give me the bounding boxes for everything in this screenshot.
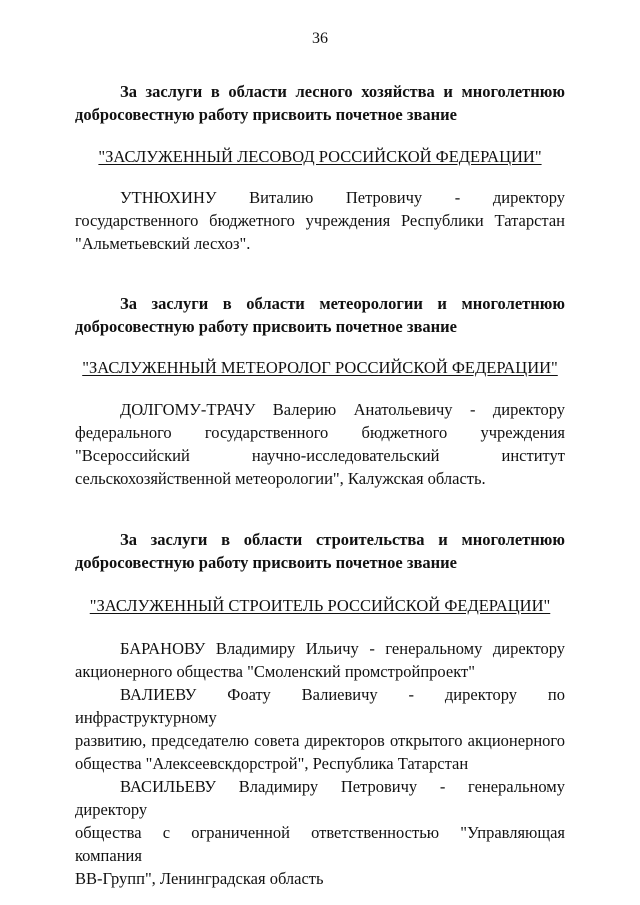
heading-line: За заслуги в области строительства и многолетнюю	[120, 530, 565, 549]
honorary-title-forester: "ЗАСЛУЖЕННЫЙ ЛЕСОВОД РОССИЙСКОЙ ФЕДЕРАЦИИ"	[98, 147, 542, 166]
entry-utnyukhin	[75, 186, 565, 255]
entry-line: ВВ-Групп", Ленинградская область	[75, 869, 324, 888]
entry-line: ВАЛИЕВУ Фоату Валиевичу - директору по инфраструктурному	[75, 685, 565, 727]
entry-line: ВАСИЛЬЕВУ Владимиру Петровичу - генеральному директору	[75, 777, 565, 819]
entry-line: общества "Алексеевскдорстрой", Республика Татарстан	[75, 754, 469, 773]
entry-line: УТНЮХИНУ Виталию Петровичу - директору	[120, 188, 565, 207]
entry-dolgomu-trach	[75, 398, 565, 490]
entry-line: ДОЛГОМУ-ТРАЧУ Валерию Анатольевичу - директору	[120, 400, 565, 419]
entry-valiev	[75, 683, 565, 775]
heading-line: добросовестную работу присвоить почетное звание	[75, 317, 457, 336]
entry-line: федерального государственного бюджетного учреждения	[75, 423, 565, 442]
entry-list-builders	[75, 637, 565, 890]
entry-vasiliev	[75, 775, 565, 890]
heading-line: За заслуги в области лесного хозяйства и многолетнюю	[120, 82, 565, 101]
entry-line: сельскохозяйственной метеорологии", Калужская область.	[75, 469, 486, 488]
entry-baranov	[75, 637, 565, 683]
entry-line: развитию, председателю совета директоров открытого акционерного	[75, 731, 565, 750]
entry-line: акционерного общества "Смоленский промстройпроект"	[75, 662, 475, 681]
entry-line: общества с ограниченной ответственностью "Управляющая компания	[75, 823, 565, 865]
section-heading-construction	[75, 528, 565, 574]
heading-line: добросовестную работу присвоить почетное звание	[75, 553, 457, 572]
entry-line: БАРАНОВУ Владимиру Ильичу - генеральному директору	[120, 639, 565, 658]
section-heading-forestry	[75, 80, 565, 126]
section-heading-meteorology	[75, 292, 565, 338]
heading-line: За заслуги в области метеорологии и многолетнюю	[120, 294, 565, 313]
entry-line: "Всероссийский научно-исследовательский институт	[75, 446, 565, 465]
honorary-title-builder: "ЗАСЛУЖЕННЫЙ СТРОИТЕЛЬ РОССИЙСКОЙ ФЕДЕРАЦИИ"	[89, 596, 551, 615]
honorary-title-meteorologist: "ЗАСЛУЖЕННЫЙ МЕТЕОРОЛОГ РОССИЙСКОЙ ФЕДЕРАЦИИ"	[82, 358, 558, 377]
entry-line: государственного бюджетного учреждения Республики Татарстан	[75, 211, 565, 230]
page-number: 36	[312, 30, 328, 47]
heading-line: добросовестную работу присвоить почетное звание	[75, 105, 457, 124]
entry-line: "Альметьевский лесхоз".	[75, 234, 251, 253]
